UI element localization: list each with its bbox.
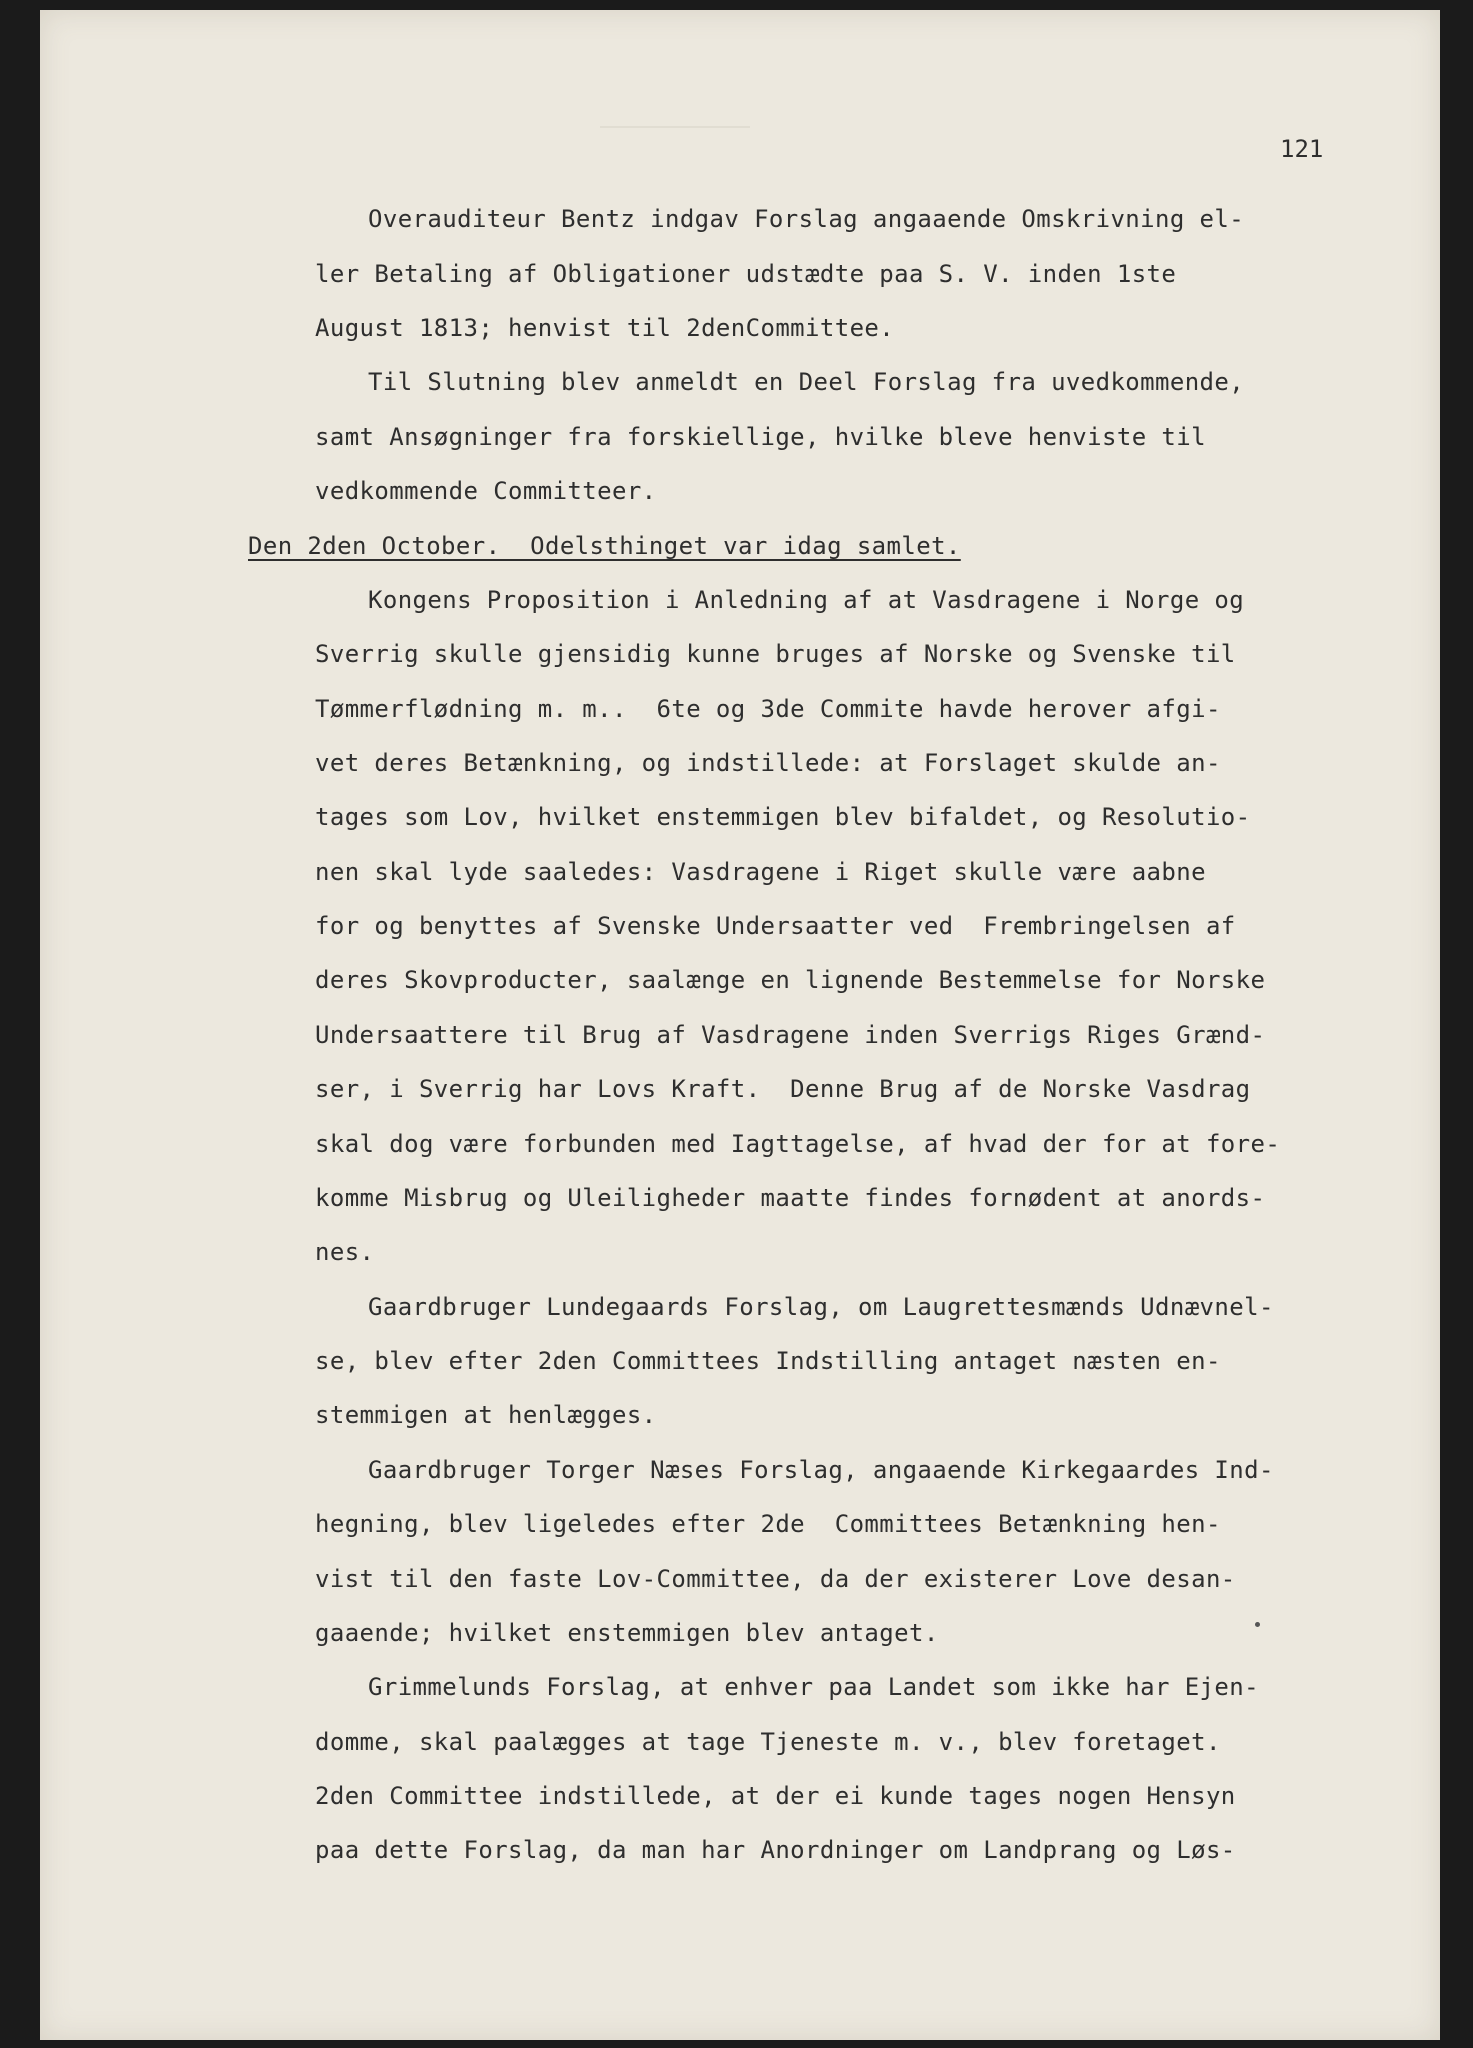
- text-line: vedkommende Committeer.: [315, 477, 657, 505]
- text-line: Til Slutning blev anmeldt en Deel Forslag fra uvedkommende,: [368, 368, 1245, 396]
- text-line: gaaende; hvilket enstemmigen blev antaget.: [315, 1619, 939, 1647]
- text-line: nen skal lyde saaledes: Vasdragene i Riget skulle være aabne: [315, 858, 1206, 886]
- text-line: ler Betaling af Obligationer udstædte paa S. V. inden 1ste: [315, 260, 1177, 288]
- page-number: 121: [1280, 135, 1324, 163]
- text-line: vist til den faste Lov-Committee, da der existerer Love desan-: [315, 1565, 1236, 1593]
- text-line: stemmigen at henlægges.: [315, 1401, 657, 1429]
- text-line: se, blev efter 2den Committees Indstilling antaget næsten en-: [315, 1347, 1221, 1375]
- text-line: samt Ansøgninger fra forskiellige, hvilke bleve henviste til: [315, 423, 1206, 451]
- text-line: Tømmerflødning m. m.. 6te og 3de Commite havde herover afgi-: [315, 695, 1221, 723]
- text-line: nes.: [315, 1238, 375, 1266]
- text-line: Overauditeur Bentz indgav Forslag angaaende Omskrivning el-: [368, 205, 1245, 233]
- text-line: Grimmelunds Forslag, at enhver paa Landet som ikke har Ejen-: [368, 1673, 1259, 1701]
- text-line: Gaardbruger Lundegaards Forslag, om Laugrettesmænds Udnævnel-: [368, 1293, 1274, 1321]
- text-line: tages som Lov, hvilket enstemmigen blev bifaldet, og Resolutio-: [315, 803, 1251, 831]
- text-line: domme, skal paalægges at tage Tjeneste m. v., blev foretaget.: [315, 1728, 1221, 1756]
- text-line: Gaardbruger Torger Næses Forslag, angaaende Kirkegaardes Ind-: [368, 1456, 1274, 1484]
- ink-speck: [1255, 1622, 1260, 1627]
- document-page: [40, 10, 1440, 2040]
- text-line: komme Misbrug og Uleiligheder maatte findes fornødent at anords-: [315, 1184, 1266, 1212]
- text-line: vet deres Betænkning, og indstillede: at Forslaget skulde an-: [315, 749, 1221, 777]
- text-line: Undersaattere til Brug af Vasdragene inden Sverrigs Riges Grænd-: [315, 1021, 1266, 1049]
- faint-bleed-through: [600, 96, 750, 128]
- text-line: Sverrig skulle gjensidig kunne bruges af Norske og Svenske til: [315, 640, 1236, 668]
- text-line: hegning, blev ligeledes efter 2de Committees Betænkning hen-: [315, 1510, 1221, 1538]
- text-line: ser, i Sverrig har Lovs Kraft. Denne Brug af de Norske Vasdrag: [315, 1075, 1251, 1103]
- text-line: for og benyttes af Svenske Undersaatter ved Frembringelsen af: [315, 912, 1236, 940]
- section-heading: Den 2den October. Odelsthinget var idag samlet.: [248, 532, 961, 560]
- text-line: paa dette Forslag, da man har Anordninger om Landprang og Løs-: [315, 1836, 1236, 1864]
- text-line: skal dog være forbunden med Iagttagelse, af hvad der for at fore-: [315, 1130, 1281, 1158]
- text-line: 2den Committee indstillede, at der ei kunde tages nogen Hensyn: [315, 1782, 1236, 1810]
- text-line: Kongens Proposition i Anledning af at Vasdragene i Norge og: [368, 586, 1245, 614]
- text-line: August 1813; henvist til 2denCommittee.: [315, 314, 895, 342]
- text-line: deres Skovproducter, saalænge en lignende Bestemmelse for Norske: [315, 966, 1266, 994]
